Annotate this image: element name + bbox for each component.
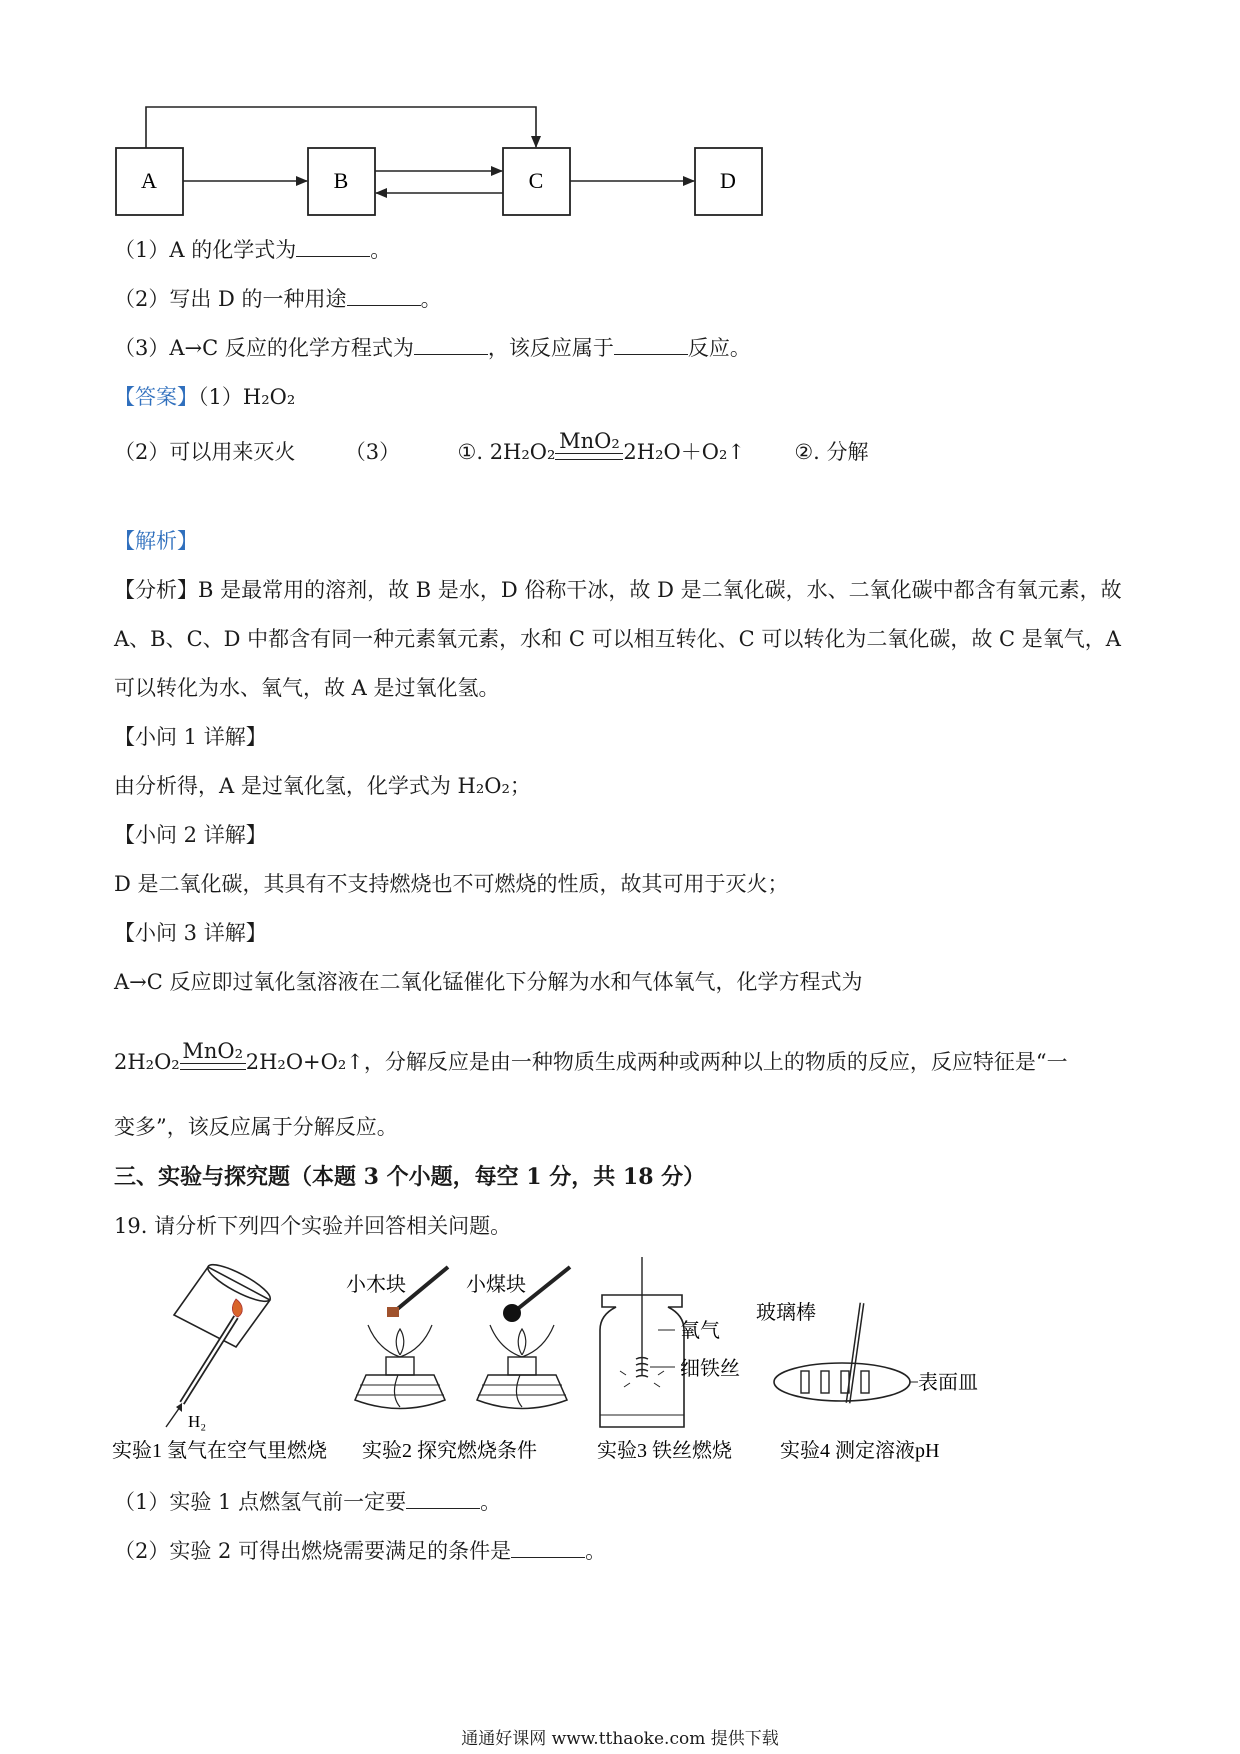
box-b-label: B xyxy=(333,168,349,193)
q19-part-1: （1）实验 1 点燃氢气前一定要 。 xyxy=(114,1490,502,1514)
analysis-line-2: A、B、C、D 中都含有同一种元素氧元素，水和 C 可以相互转化、C 可以转化为二氧化碳，故 C 是氧气，A xyxy=(114,627,1121,651)
wood-label: 小木块 xyxy=(346,1274,406,1296)
answer-line-1: 【答案】（1）H₂O₂ xyxy=(114,385,296,409)
flame-icon xyxy=(232,1299,242,1317)
h2-label: H₂ xyxy=(188,1412,207,1431)
box-c-label: C xyxy=(528,168,544,193)
box-d-label: D xyxy=(720,168,736,193)
reaction-condition: MnO₂ xyxy=(555,430,623,466)
question-2: （2）写出 D 的一种用途 。 xyxy=(114,287,442,311)
dish-label: 表面皿 xyxy=(918,1372,978,1394)
answer-blank xyxy=(296,238,370,257)
wire-label: 细铁丝 xyxy=(680,1358,740,1380)
subq2-tag: 【小问 2 详解】 xyxy=(114,823,267,847)
coal-label: 小煤块 xyxy=(466,1274,526,1296)
lamp-2 xyxy=(477,1375,567,1409)
answer-blank xyxy=(406,1490,480,1509)
experiment-1-figure xyxy=(166,1259,274,1431)
caption-3: 实验3 铁丝燃烧 xyxy=(597,1440,732,1462)
gas-arrow xyxy=(166,1407,180,1427)
flame-1 xyxy=(368,1325,432,1357)
answer-blank xyxy=(414,336,488,355)
subq3-equation: 2H₂O₂ MnO₂ 2H₂O+O₂↑，分解反应是由一种物质生成两种或两种以上的物质的反应，反应特征是“一 xyxy=(114,1039,1068,1074)
subq3-text: A→C 反应即过氧化氢溶液在二氧化锰催化下分解为水和气体氧气，化学方程式为 xyxy=(114,970,863,994)
analysis-tag: 【解析】 xyxy=(114,529,198,553)
answer-blank xyxy=(614,336,688,355)
q19-part-2: （2）实验 2 可得出燃烧需要满足的条件是 。 xyxy=(114,1539,607,1563)
analysis-line-1: 【分析】B 是最常用的溶剂，故 B 是水，D 俗称干冰，故 D 是二氧化碳，水、二氧化碳中都含有氧元素，故 xyxy=(114,578,1122,602)
section-heading: 三、实验与探究题（本题 3 个小题，每空 1 分，共 18 分） xyxy=(114,1164,706,1190)
reaction-condition: MnO₂ xyxy=(180,1040,246,1076)
coal-block xyxy=(503,1304,521,1322)
subq3-last: 变多”，该反应属于分解反应。 xyxy=(114,1115,398,1139)
lamp-1 xyxy=(355,1375,445,1409)
analysis-line-3: 可以转化为水、氧气，故 A 是过氧化氢。 xyxy=(114,676,500,700)
subq3-tag: 【小问 3 详解】 xyxy=(114,921,267,945)
experiment-4-figure xyxy=(756,1301,978,1403)
relationship-diagram xyxy=(110,95,790,220)
subq1-tag: 【小问 1 详解】 xyxy=(114,725,267,749)
experiment-2-figure xyxy=(346,1267,570,1409)
caption-4: 实验4 测定溶液pH xyxy=(780,1440,940,1462)
subq1-text: 由分析得，A 是过氧化氢，化学式为 H₂O₂； xyxy=(114,774,531,798)
wood-block xyxy=(387,1307,399,1317)
answer-blank xyxy=(511,1539,585,1558)
answer-blank xyxy=(347,287,421,306)
answer-tag: 【答案】 xyxy=(114,385,198,409)
arrow-a-to-c xyxy=(146,107,536,148)
rod-label: 玻璃棒 xyxy=(756,1302,816,1324)
caption-1: 实验1 氢气在空气里燃烧 xyxy=(112,1440,327,1462)
caption-2: 实验2 探究燃烧条件 xyxy=(362,1440,537,1462)
experiment-3-figure xyxy=(600,1257,740,1427)
answer-line-2: （2）可以用来灭火 （3） ①. 2H₂O₂ MnO₂ 2H₂O＋O₂↑ ②. 分解 xyxy=(114,429,869,464)
subq2-text: D 是二氧化碳，其具有不支持燃烧也不可燃烧的性质，故其可用于灭火； xyxy=(114,872,789,896)
box-a-label: A xyxy=(141,168,157,193)
page-footer: 通通好课网 www.tthaoke.com 提供下载 xyxy=(461,1729,779,1749)
experiment-figures xyxy=(110,1255,990,1470)
question-3: （3）A→C 反应的化学方程式为 ，该反应属于 反应。 xyxy=(114,336,751,360)
q19-stem: 19. 请分析下列四个实验并回答相关问题。 xyxy=(114,1214,512,1238)
question-1: （1）A 的化学式为 。 xyxy=(114,238,392,262)
watch-glass xyxy=(774,1363,910,1401)
oxygen-label: 氧气 xyxy=(680,1320,720,1342)
flame-2 xyxy=(490,1325,554,1357)
